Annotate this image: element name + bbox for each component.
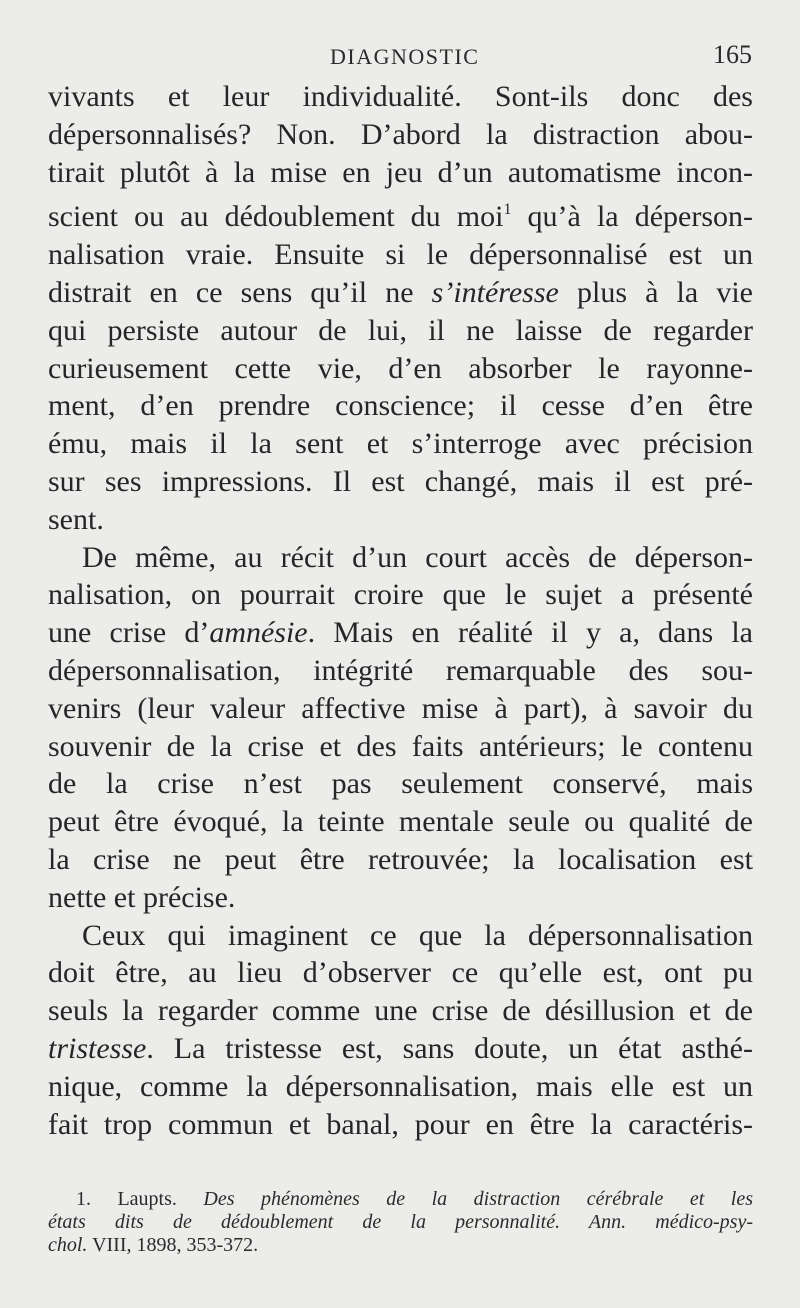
text-line: De même, au récit d’un court accès de déperson- bbox=[82, 540, 753, 574]
body-text bbox=[48, 78, 753, 1143]
text-line: souvenir de la crise et des faits antérieurs; le contenu bbox=[48, 729, 753, 763]
page-number: 165 bbox=[713, 40, 752, 69]
text-line bbox=[48, 614, 753, 652]
text-line: ému, mais il la sent et s’interroge avec précision bbox=[48, 427, 753, 461]
text-line bbox=[48, 274, 753, 312]
text-line: de la crise n’est pas seulement conservé, mais bbox=[48, 767, 753, 801]
footnote-number: 1. bbox=[76, 1188, 91, 1210]
text-segment: . Mais en réalité il y a, dans la bbox=[307, 616, 753, 650]
italic-term: amnésie bbox=[209, 616, 308, 650]
text-line: sent. bbox=[48, 502, 104, 536]
footnote-line bbox=[48, 1211, 753, 1234]
text-line: la crise ne peut être retrouvée; la localisation est bbox=[48, 842, 753, 876]
text-line: dépersonnalisés? Non. D’abord la distraction abou- bbox=[48, 117, 753, 151]
footnote-journal: chol. bbox=[48, 1234, 88, 1256]
footnote bbox=[48, 1188, 753, 1257]
text-line: peut être évoqué, la teinte mentale seule ou qualité de bbox=[48, 805, 753, 839]
text-line: vivants et leur individualité. Sont-ils donc des bbox=[48, 80, 753, 113]
text-line: sur ses impressions. Il est changé, mais il est pré- bbox=[48, 464, 753, 498]
text-line: seuls la regarder comme une crise de désillusion et de bbox=[48, 994, 753, 1028]
text-segment: distrait en ce sens qu’il ne bbox=[48, 275, 432, 309]
text-line bbox=[48, 1030, 753, 1068]
text-line: dépersonnalisation, intégrité remarquable des sou- bbox=[48, 653, 753, 687]
text-line: nalisation, on pourrait croire que le sujet a présenté bbox=[48, 578, 753, 612]
text-line: Ceux qui imaginent ce que la dépersonnalisation bbox=[82, 918, 753, 952]
footnote-author: Laupts. bbox=[91, 1188, 204, 1210]
text-line: qui persiste autour de lui, il ne laisse de regarder bbox=[48, 313, 753, 347]
italic-term: s’intéresse bbox=[431, 275, 559, 309]
text-line: curieusement cette vie, d’en absorber le rayonne- bbox=[48, 351, 753, 385]
text-segment: scient ou au dédoublement du moi bbox=[48, 200, 504, 234]
footnote-marker: 1 bbox=[503, 201, 512, 219]
text-line: doit être, au lieu d’observer ce qu’elle est, ont pu bbox=[48, 956, 753, 990]
text-segment: plus à la vie bbox=[558, 275, 753, 309]
text-line: nette et précise. bbox=[48, 880, 236, 914]
text-segment: une crise d’ bbox=[48, 616, 210, 650]
text-segment: qu’à la déperson- bbox=[511, 200, 753, 234]
text-segment: . La tristesse est, sans doute, un état asthé- bbox=[146, 1031, 753, 1065]
footnote-title: Des phénomènes de la distraction cérébrale et les bbox=[203, 1188, 753, 1210]
text-line: tirait plutôt à la mise en jeu d’un automatisme incon- bbox=[48, 155, 753, 189]
text-line: ment, d’en prendre conscience; il cesse d’en être bbox=[48, 389, 753, 423]
italic-term: tristesse bbox=[48, 1031, 147, 1065]
text-line bbox=[48, 191, 753, 236]
footnote-line bbox=[48, 1234, 753, 1257]
running-head: DIAGNOSTIC bbox=[330, 44, 480, 69]
text-line: nalisation vraie. Ensuite si le dépersonnalisé est un bbox=[48, 238, 753, 272]
text-line: nique, comme la dépersonnalisation, mais elle est un bbox=[48, 1069, 753, 1103]
page-header bbox=[0, 38, 800, 78]
footnote-title: états dits de dédoublement de la personnalité. Ann. médico-psy- bbox=[48, 1211, 753, 1233]
text-line: fait trop commun et banal, pour en être la caractéris- bbox=[48, 1107, 753, 1141]
footnote-line bbox=[48, 1188, 753, 1211]
text-line: venirs (leur valeur affective mise à part), à savoir du bbox=[48, 691, 753, 725]
footnote-reference: VIII, 1898, 353-372. bbox=[87, 1234, 259, 1256]
